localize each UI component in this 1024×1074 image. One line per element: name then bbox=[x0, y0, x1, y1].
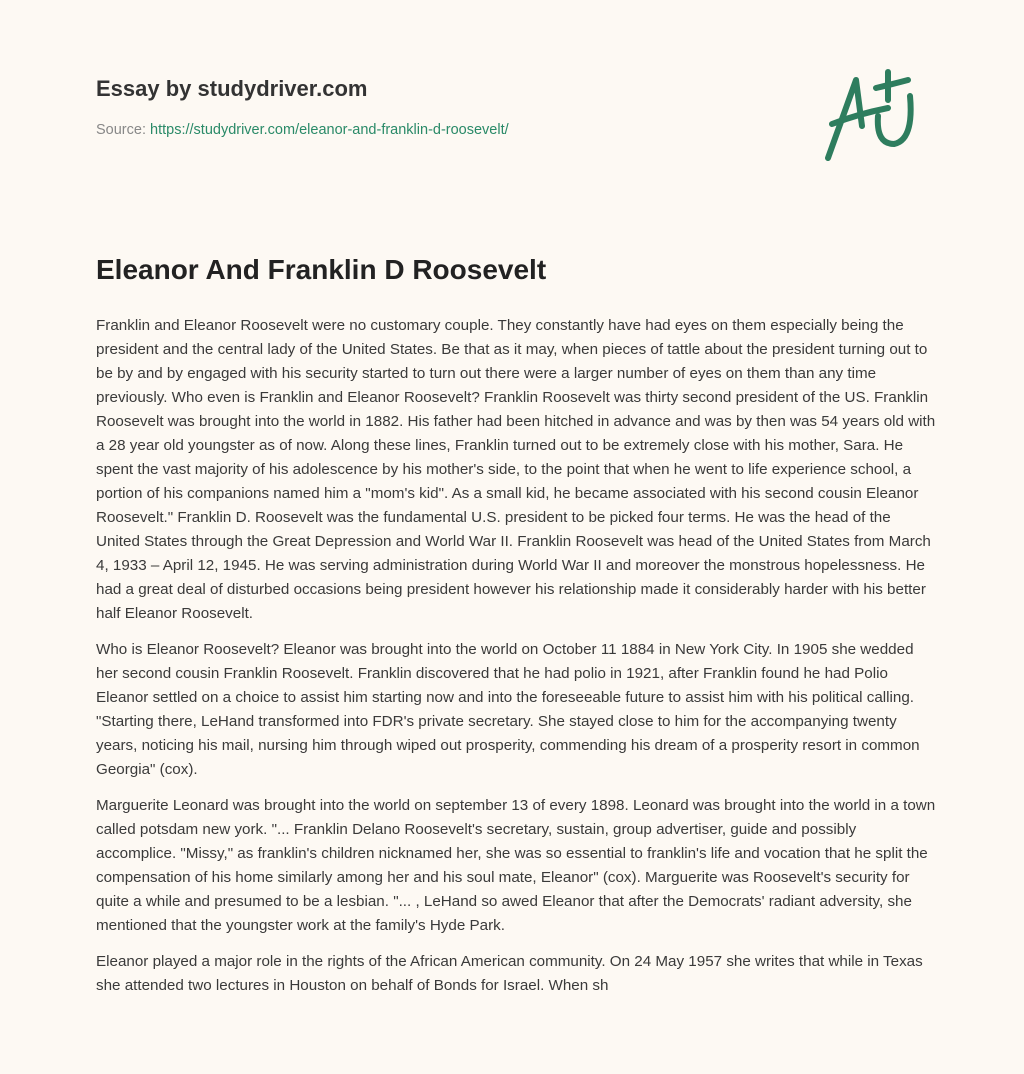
article-body bbox=[96, 314, 936, 1010]
site-brand: Essay by studydriver.com bbox=[96, 76, 368, 101]
source-label: Source: bbox=[96, 122, 146, 138]
source-link[interactable]: https://studydriver.com/eleanor-and-franklin-d-roosevelt/ bbox=[150, 122, 509, 138]
paragraph: Franklin and Eleanor Roosevelt were no customary couple. They constantly have had eyes on them especially being the president and the central lady of the United States. Be that as it may, when pieces of tattle about the president turning out to be by and by engaged with his security started to turn out there were a larger number of eyes on them than any time previously. Who even is Franklin and Eleanor Roosevelt? Franklin Roosevelt was thirty second president of the US. Franklin Roosevelt was brought into the world in 1882. His father had been hitched in advance and was by then was 54 years old with a 28 year old youngster as of now. Along these lines, Franklin turned out to be extremely close with his mother, Sara. He spent the vast majority of his adolescence by his mother's side, to the point that when he went to life experience school, a portion of his companions named him a "mom's kid". As a small kid, he became associated with his second cousin Eleanor Roosevelt." Franklin D. Roosevelt was the fundamental U.S. president to be picked four terms. He was the head of the United States through the Great Depression and World War II. Franklin Roosevelt was head of the United States from March 4, 1933 – April 12, 1945. He was serving administration during World War II and moreover the monstrous hopelessness. He had a great deal of disturbed occasions being president however his relationship made it considerably harder with his better half Eleanor Roosevelt. bbox=[96, 317, 936, 622]
paragraph: Eleanor played a major role in the rights of the African American community. On 24 May 1957 she writes that while in Texas she attended two lectures in Houston on behalf of Bonds for Israel. When sh bbox=[96, 953, 923, 994]
paragraph: Who is Eleanor Roosevelt? Eleanor was brought into the world on October 11 1884 in New York City. In 1905 she wedded her second cousin Franklin Roosevelt. Franklin discovered that he had polio in 1921, after Franklin found he had Polio Eleanor settled on a choice to assist him starting now and into the foreseeable future to assist him with his political calling. "Starting there, LeHand transformed into FDR's private secretary. She stayed close to him for the accompanying twenty years, noticing his mail, nursing him through wiped out prosperity, commending his dream of a prosperity resort in common Georgia" (cox). bbox=[96, 641, 920, 778]
paragraph: Marguerite Leonard was brought into the world on september 13 of every 1898. Leonard was brought into the world in a town called potsdam new york. "... Franklin Delano Roosevelt's secretary, sustain, group advertiser, guide and possibly accomplice. "Missy," as franklin's children nicknamed her, she was so essential to franklin's life and vocation that he split the compensation of his home similarly among her and his soul mate, Eleanor" (cox). Marguerite was Roosevelt's security for quite a while and presumed to be a lesbian. "... , LeHand so awed Eleanor that after the Democrats' radiant adversity, she mentioned that the youngster work at the family's Hyde Park. bbox=[96, 797, 936, 934]
a-plus-logo-icon bbox=[818, 66, 930, 166]
source-line bbox=[96, 122, 509, 138]
page-title: Eleanor And Franklin D Roosevelt bbox=[96, 254, 547, 285]
